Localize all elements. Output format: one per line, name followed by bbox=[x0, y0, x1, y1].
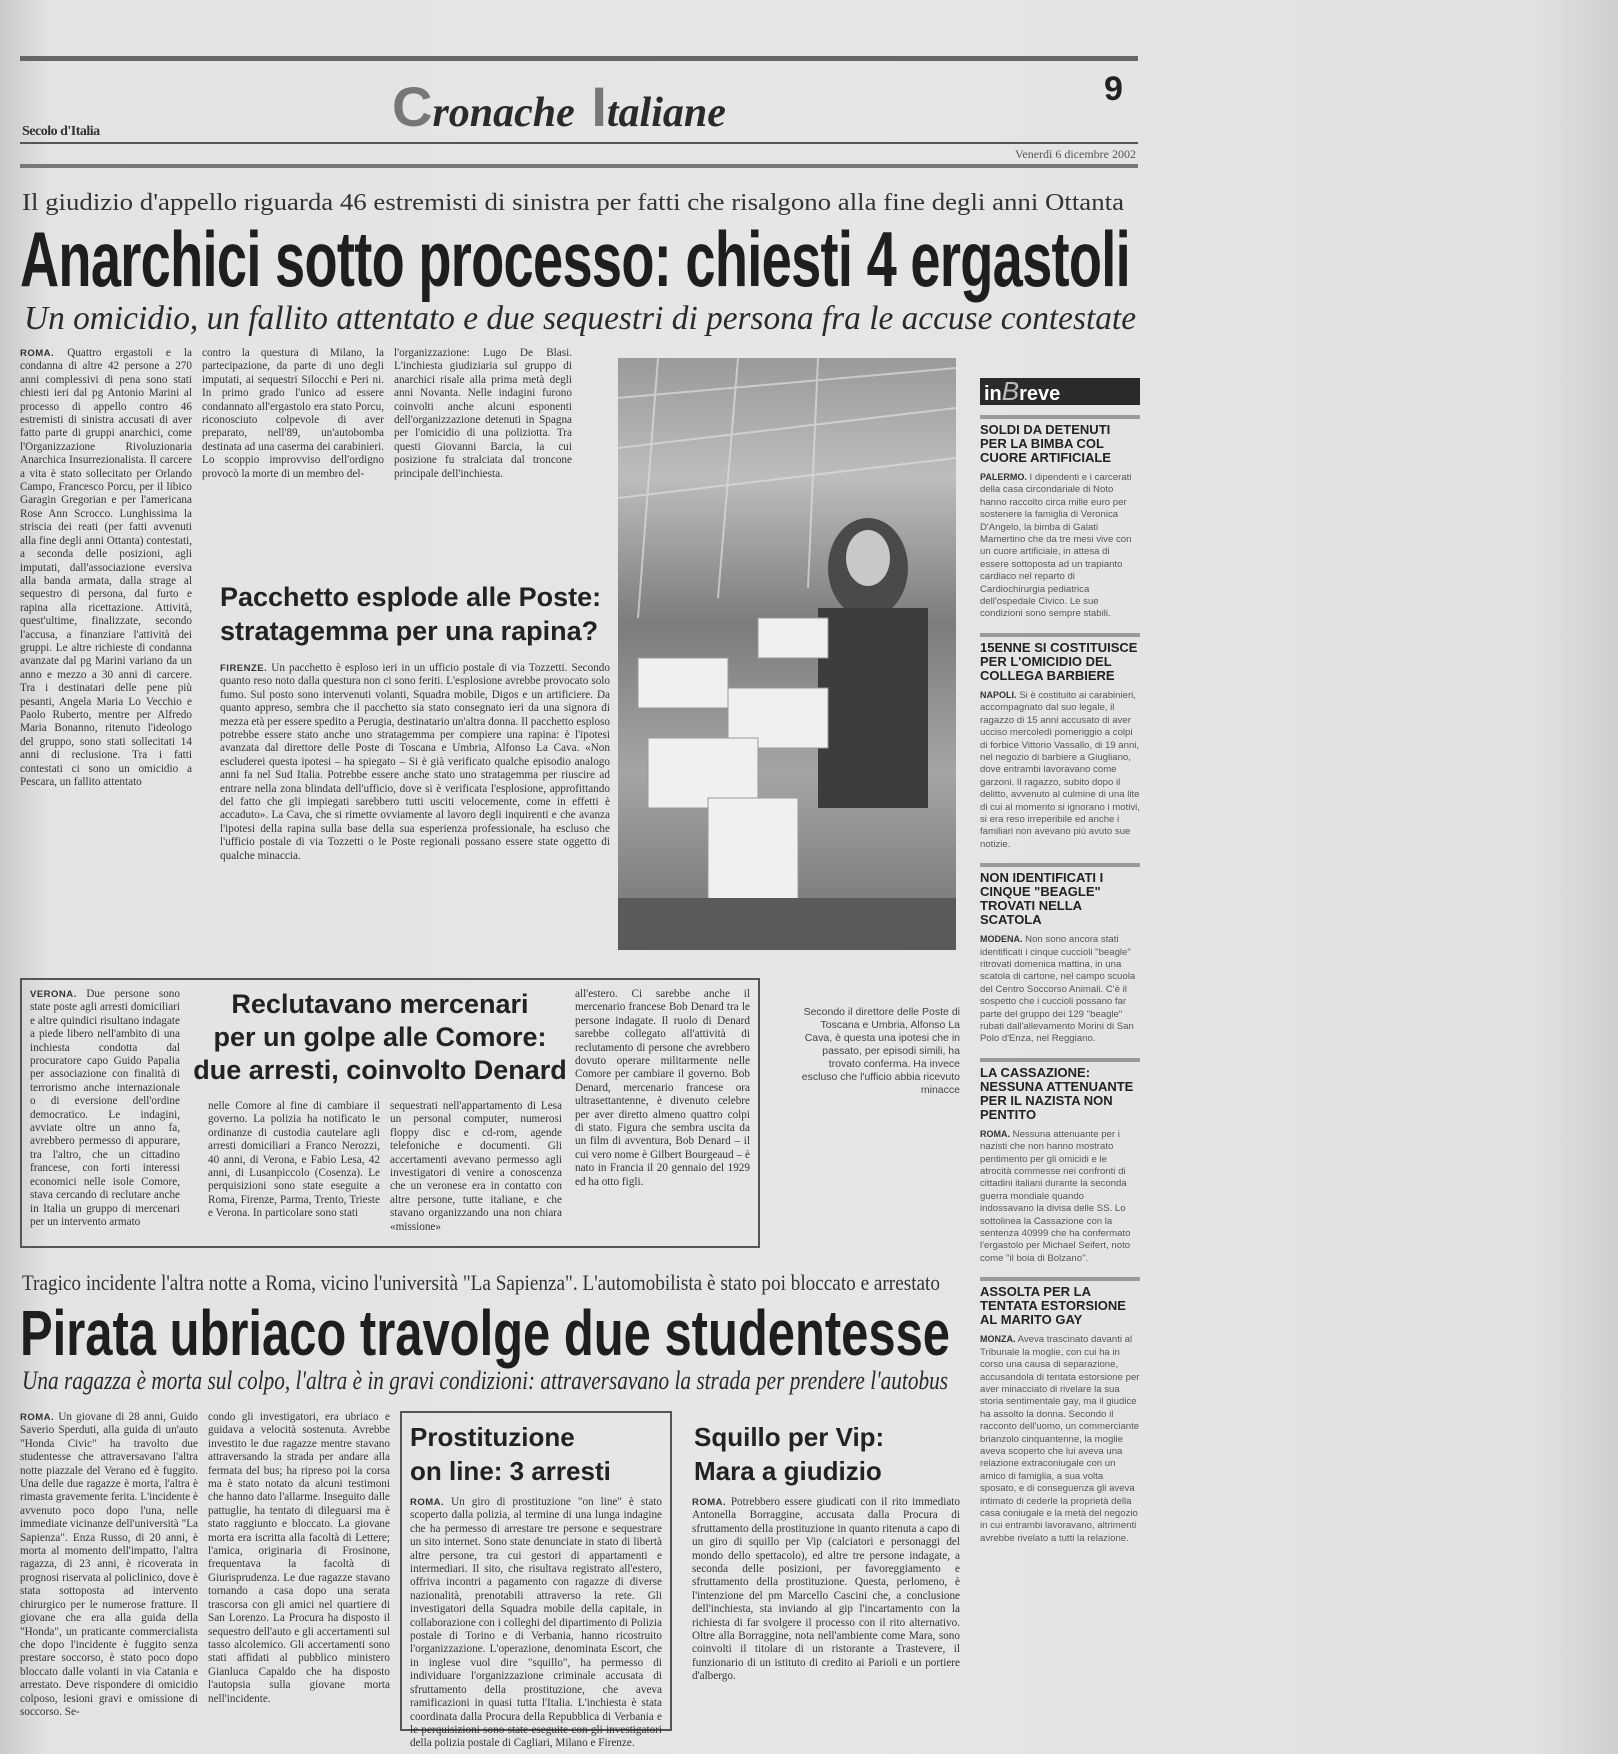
brevi-text: PALERMO. I dipendenti e i carcerati della casa circondariale di Noto hanno raccolto circa mille euro per sostenere la famiglia di Veronica D'Angelo, la bimba di Galati Mamertino che da tre mesi vive con un cuore artificiale, in attesa di essere sottoposta ad un trapianto cardiaco nel reparto di Cardiochirurgia pediatrica dell'ospedale Civico. Le sue condizioni sono sempre stabili. bbox=[980, 472, 1132, 620]
brevi-list bbox=[980, 415, 1140, 1545]
lead-kicker: Il giudizio d'appello riguarda 46 estremisti di sinistra per fatti che risalgono alla fine degli anni Ottanta bbox=[22, 190, 1124, 216]
pirata-kicker-wrap bbox=[22, 1270, 1074, 1296]
lead-column-1: ROMA. Quattro ergastoli e la condanna di altre 42 persone a 270 anni complessivi di pena sono stati chiesti ieri dal pg Antonio Marini al processo di appello contro 46 estremisti di sinistra accusati di aver fatto parte di gruppi anarchici, come l'Organizzazione Rivoluzionaria Anarchica Insurrezionalista. Il carcere a vita è stato sollecitato per Orlando Campo, Francesco Porcu, per il libico Garagin Gregorian e per l'americana Rose Ann Scrocco. Lunghissima la striscia dei reati (per fatti avvenuti alla fine degli anni Ottanta) contestati, a seconda delle posizioni, agli imputati, dall'associazione eversiva alla banda armata, dalla strage al sequestro di persona, dal furto e rapina alla ricettazione. Attività, quest'ultime, finalizzate, secondo l'accusa, a finanziare l'attività dei gruppi. Le altre richieste di condanna avanzate dal pg Marini variano da un anno e mezzo a 30 anni di carcere. Tra i destinatari delle pene più pesanti, Angela Maria Lo Vecchio e Paolo Ruberto, mentre per Alfredo Maria Bonanno, ritenuto l'ideologo del gruppo, sono stati sollecitati 14 anni di reclusione. Tra i fatti contestati ci sono un omicidio a Pescara, un fallito attentato bbox=[20, 347, 192, 788]
top-rule bbox=[20, 56, 1138, 61]
prostituzione-text: ROMA. Un giro di prostituzione "on line" è stato scoperto dalla polizia, al termine di una lunga indagine che ha permesso di arrestare tre persone e sequestrare un sito internet. Sono state denunciate in stato di libertà altre persone, tra cui gestori di appartamenti e intermediari. Il sito, che risultava registrato all'estero, offriva incontri a pagamento con ragazze di diverse nazionalità, prenotabili attraverso la rete. Gli investigatori della Squadra mobile della capitale, in collaborazione con i colleghi del dipartimento di Polizia postale di Torino e di Verbania, hanno ricostruito l'organizzazione. L'operazione, denominata Escort, che in inglese vuol dire "squillo", ha permesso di individuare l'organizzazione criminale accusata di sfruttamento della prostituzione, che aveva ramificazioni in quasi tutta l'Italia. L'inchiesta è stata coordinata dalla Procura della Repubblica di Verbania e le perquisizioni sono state eseguite con gli investigatori della polizia postale di Cagliari, Milano e Firenze. bbox=[410, 1496, 662, 1750]
brevi-text: ROMA. Nessuna attenuante per i nazisti che non hanno mostrato pentimento per gli omicidi e le atrocità commesse nei confronti di cittadini italiani durante la seconda guerra mondiale quando indossavano la divisa delle SS. Lo sottolinea la Cassazione con la sentenza 40999 che ha confermato l'ergastolo per Michael Seifert, noto come "il boia di Bolzano". bbox=[980, 1128, 1131, 1264]
dateline: NAPOLI. bbox=[980, 689, 1017, 700]
squillo-text: ROMA. Potrebbero essere giudicati con il rito immediato Antonella Borraggine, accusata dalla Procura di sfruttamento della prostituzione in quanto ritenuta a capo di un giro di squillo per Vip (calciatori e personaggi del mondo dello spettacolo), ed altre tre persone indagate, a seconda delle posizioni, per favoreggiamento e sfruttamento della prostituzione. Questa, perlomeno, è l'intenzione del pm Marcello Cascini che, a conclusione dell'inchiesta, sta inviando al gip l'incartamento con la richiesta di far svolgere il processo con il rito alternativo. Oltre alla Borraggine, nota nell'ambiente come Mara, sono coinvolti il titolare di un ristorante a Trastevere, il funzionario di un istituto di credito ai Parioli e un portiere d'albergo. bbox=[692, 1496, 961, 1683]
lead-column-3: l'organizzazione: Lugo De Blasi. L'inchiesta giudiziaria sul gruppo di anarchici risale alla prima metà degli anni Novanta. Nelle indagini furono coinvolti anche alcuni esponenti dell'organizzazione detenuti in Spagna per l'omicidio di una poliziotta. Tra questi Giovanni Barcia, la cui posizione fu stralciata dal troncone principale dell'inchiesta. bbox=[394, 347, 572, 480]
brevi-item bbox=[980, 1277, 1140, 1545]
brevi-divider bbox=[980, 633, 1140, 637]
prostituzione-headline: Prostituzione on line: 3 arresti bbox=[410, 1422, 611, 1486]
brevi-item bbox=[980, 415, 1140, 621]
lead-subheadline: Un omicidio, un fallito attentato e due sequestri di persona fra le accuse contestate bbox=[24, 300, 1136, 337]
pirata-subheadline: Una ragazza è morta sul colpo, l'altra è in gravi condizioni: attraversavano la strada per prendere l'autobus bbox=[22, 1366, 948, 1395]
brevi-item bbox=[980, 863, 1140, 1046]
lead-headline: Anarchici sotto processo: chiesti 4 ergastoli bbox=[20, 215, 1130, 303]
brevi-title: inBreve bbox=[980, 378, 1140, 405]
brevi-item bbox=[980, 1058, 1140, 1265]
mercenari-column-2: nelle Comore al fine di cambiare il governo. La polizia ha notificato le ordinanze di custodia cautelare agli arresti domiciliari a Franco Nerozzi, 40 anni, di Verona, e Fabio Lesa, 42 anni, di Lusanpiccolo (Cosenza). Le perquisizioni sono state eseguite a Roma, Firenze, Parma, Trento, Trieste e Verona. In particolare sono stati bbox=[208, 1100, 380, 1220]
lead-kicker-wrap bbox=[22, 190, 1124, 217]
masthead-bottom-rule bbox=[20, 164, 1138, 168]
issue-date: Venerdì 6 dicembre 2002 bbox=[1015, 147, 1136, 161]
pirata-headline: Pirata ubriaco travolge due studentesse bbox=[20, 1297, 950, 1369]
masthead-rule bbox=[20, 142, 1138, 144]
brevi-divider bbox=[980, 415, 1140, 419]
squillo-headline: Squillo per Vip: Mara a giudizio bbox=[694, 1422, 885, 1486]
brevi-headline: LA CASSAZIONE: NESSUNA ATTENUANTE PER IL NAZISTA NON PENTITO bbox=[980, 1064, 1134, 1122]
brevi-text: MONZA. Aveva trascinato davanti al Tribunale la moglie, con cui ha in corso una causa di separazione, accusandola di tentata estorsione per aver minacciato di rivelare la sua storia sentimentale gay, ma il giudice ha assolto la donna. Secondo il racconto dell'uomo, un commerciante brianzolo cinquantenne, la moglie aveva scoperto che lui aveva una relazione extraconiugale con un amico di famiglia, a sua volta sposato, e di conseguenza gli aveva intimato di cederle la proprietà della casa coniugale e la metà del negozio in cui entrambi lavoravano, altrimenti avrebbe rivelato a tutti la relazione. bbox=[980, 1334, 1140, 1544]
lead-column-2: contro la questura di Milano, la partecipazione, da parte di uno degli imputati, ai sequestri Silocchi e Peri ni. In primo grado l'unico ad essere condannato all'ergastolo era stato Porcu, riconosciuto colpevole di aver preparato, nell'89, un'autobomba destinata ad una caserma dei carabinieri. Lo scoppio improvviso dell'ordigno provocò la morte di un membro del- bbox=[202, 347, 384, 480]
photo-caption: Secondo il direttore delle Poste di Toscana e Umbria, Alfonso La Cava, è questa una ipotesi che in passato, per episodi simili, ha trovato conferma. Ha invece escluso che l'ufficio abbia ricevuto minacce bbox=[801, 1006, 960, 1096]
brevi-divider bbox=[980, 1277, 1140, 1281]
brevi-divider bbox=[980, 863, 1140, 867]
brevi-item bbox=[980, 633, 1140, 851]
photo-illustration bbox=[618, 358, 956, 950]
mercenari-column-3: sequestrati nell'appartamento di Lesa un personal computer, numerosi floppy disc e cd-rom, agende telefoniche e documenti. Gli accertamenti avevano permesso agli investigatori di venire a conoscenza che un veronese era in contatto con altre persone, tutte italiane, e che stavano organizzando una non chiara «missione» bbox=[390, 1100, 562, 1233]
brevi-text: NAPOLI. Si è costituito ai carabinieri, accompagnato dal suo legale, il ragazzo di 15 anni accusato di aver ucciso mercoledì pomeriggio a colpi di forbice Vittorio Vassallo, di 19 anni, nel negozio di barbiere a Giugliano, dove entrambi lavoravano come garzoni. Il ragazzo, subito dopo il delitto, avvenuto al culmine di una lite di cui al momento si ignorano i motivi, si era reso irreperibile ed anche i familiari non avevano più avuto sue notizie. bbox=[980, 689, 1140, 850]
dateline: ROMA. bbox=[20, 1412, 55, 1423]
brevi-headline: 15ENNE SI COSTITUISCE PER L'OMICIDIO DEL COLLEGA BARBIERE bbox=[980, 639, 1138, 683]
section-title-initial: C bbox=[392, 75, 433, 138]
mercenari-headline: Reclutavano mercenari per un golpe alle Comore: due arresti, coinvolto Denard bbox=[193, 989, 567, 1085]
pirata-column-1: ROMA. Un giovane di 28 anni, Guido Saverio Sperduti, alla guida di un'auto "Honda Civic" ha travolto due studentesse che attraversavano l'altra notte piazzale del Verano ed è fuggito. Una delle due ragazze è morta, l'altra è rimasta gravemente ferita. L'incidente è avvenuto poco dopo l'una, nelle immediate vicinanze dell'università "La Sapienza". Enza Russo, di 20 anni, è morta al momento dell'impatto, l'altra ragazza, di 23 anni, è ricoverata in prognosi riservata al policlinico, dove è stata sottoposta ad intervento chirurgico per le numerose fratture. Il giovane che era alla guida della "Honda", un praticante commercialista che dopo l'incidente è fuggito senza prestare soccorso, è stato poco dopo bloccato dalle volanti in via Catania e arrestato. Deve rispondere di omicidio colposo, lesioni gravi e omissione di soccorso. Se- bbox=[20, 1411, 198, 1718]
section-title: Cronache Italiane bbox=[392, 75, 726, 138]
page-number: 9 bbox=[1104, 70, 1123, 108]
post-office-photo bbox=[618, 358, 956, 950]
dateline: ROMA. bbox=[410, 1497, 445, 1508]
pirata-column-2: condo gli investigatori, era ubriaco e guidava a velocità sostenuta. Avrebbe investito le due ragazze mentre stavano attraversando la strada per andare alla fermata del bus; ha ripreso poi la corsa ma è stato notato da alcuni testimoni che hanno dato l'allarme. Inseguito dalle pattuglie, ha tentato di dileguarsi ma è stato raggiunto e bloccato. La giovane morta era iscritta alla facoltà di Lettere; l'amica, originaria di Frosinone, frequentava la facoltà di Giurisprudenza. Le due ragazze stavano tornando a casa dopo una serata trascorsa con gli amici nel quartiere di San Lorenzo. La Procura ha disposto il sequestro dell'auto e gli accertamenti sul tasso alcolemico. Gli accertamenti sono stati affidati al pubblico ministero Gianluca Capaldo che ha disposto l'autopsia sulla giovane morta nell'incidente. bbox=[208, 1411, 390, 1705]
newspaper-name: Secolo d'Italia bbox=[22, 124, 100, 139]
dateline: FIRENZE. bbox=[220, 663, 268, 674]
pacchetto-text: FIRENZE. Un pacchetto è esploso ieri in un ufficio postale di via Tozzetti. Secondo quanto reso noto dalla questura non ci sono feriti. L'esplosione avrebbe provocato solo fumo. Sul posto sono intervenuti volanti, Squadra mobile, Digos e un artificiere. Da quanto appreso, sembra che il pacchetto sia stato consegnato ieri da una signora di mezza età per essere spedito a Perugia, destinatario un'altra donna. Il pacchetto esploso potrebbe essere stato anche uno stratagemma per compiere una rapina: è l'ipotesi avanzata dal direttore delle Poste di Toscana e Umbria, Alfonso La Cava. «Non escluderei questa ipotesi – ha spiegato – Si è già verificato qualche episodio analogo anni fa nel Sud Italia. Potrebbe essere anche stato uno stratagemma per riuscire ad entrare nella zona blindata dell'ufficio, dove si è verificata l'esplosione, approfittando del fatto che gli impiegati sarebbero tutti usciti velocemente, come in effetti è accaduto». La Cava, che si rimette ovviamente al lavoro degli inquirenti e che avanza l'ipotesi della rapina sulla base della sua esperienza professionale, ha escluso che l'ufficio postale di via Tozzetti o le Poste regionali possano essere state oggetto di qualche minaccia. bbox=[220, 662, 610, 862]
pirata-kicker: Tragico incidente l'altra notte a Roma, vicino l'università "La Sapienza". L'automobilista è stato poi bloccato e arrestato bbox=[22, 1270, 940, 1295]
dateline: ROMA. bbox=[980, 1128, 1010, 1139]
dateline: PALERMO. bbox=[980, 472, 1027, 482]
brevi-headline: NON IDENTIFICATI I CINQUE "BEAGLE" TROVATI NELLA SCATOLA bbox=[980, 870, 1104, 928]
dateline: MODENA. bbox=[980, 934, 1023, 945]
brevi-text: MODENA. Non sono ancora stati identificati i cinque cuccioli "beagle" ritrovati domenica mattina, in una scatola di cartone, nel campo scuola del Centro Soccorso Animali. C'è il sospetto che i cuccioli possano far parte del gruppo dei 129 "beagle" rubati dall'allevamento Morini di San Polo d'Enza, nel Reggiano. bbox=[980, 934, 1136, 1045]
section-title-initial: I bbox=[591, 75, 607, 138]
dateline: VERONA. bbox=[30, 989, 77, 1000]
brevi-sidebar bbox=[980, 378, 1140, 1728]
dateline: MONZA. bbox=[980, 1334, 1016, 1345]
lead-headline-wrap bbox=[20, 214, 1618, 305]
brevi-headline: SOLDI DA DETENUTI PER LA BIMBA COL CUORE ARTIFICIALE bbox=[980, 422, 1111, 465]
dateline: ROMA. bbox=[692, 1497, 727, 1508]
mercenari-column-4: all'estero. Ci sarebbe anche il mercenario francese Bob Denard tra le persone indagate. Il ruolo di Denard sarebbe collegato all'attività di reclutamento di persone che avrebbero dovuto operare militarmente nelle Comore per cambiare il governo. Bob Denard, mercenario francese ora ultrasettantenne, è divenuto celebre per aver diretto almeno quattro colpi di stato. Figura che sembra uscita da un film di avventura, Bob Denard – il cui vero nome è Gilbert Bourgeaud – è nato in Francia il 20 gennaio del 1929 ed ha otto figli. bbox=[575, 988, 750, 1188]
brevi-divider bbox=[980, 1058, 1140, 1062]
mercenari-column-1: VERONA. Due persone sono state poste agli arresti domiciliari e altre quindici risultano indagate a piede libero nell'ambito di una inchiesta condotta dal procuratore capo Guido Papalia per associazione con finalità di terrorismo anche internazionale o di eversione dell'ordine democratico. Le indagini, avviate oltre un anno fa, avrebbero permesso di appurare, tra l'altro, che un cittadino francese, con forti interessi economici nelle isole Comore, stava cercando di reclutare anche in Italia un gruppo di mercenari per un intervento armato bbox=[30, 988, 180, 1228]
pacchetto-headline: Pacchetto esplode alle Poste: stratagemma per una rapina? bbox=[220, 582, 602, 646]
lead-subheadline-wrap bbox=[24, 300, 1157, 338]
dateline: ROMA. bbox=[20, 348, 55, 359]
brevi-headline: ASSOLTA PER LA TENTATA ESTORSIONE AL MARITO GAY bbox=[980, 1284, 1126, 1328]
